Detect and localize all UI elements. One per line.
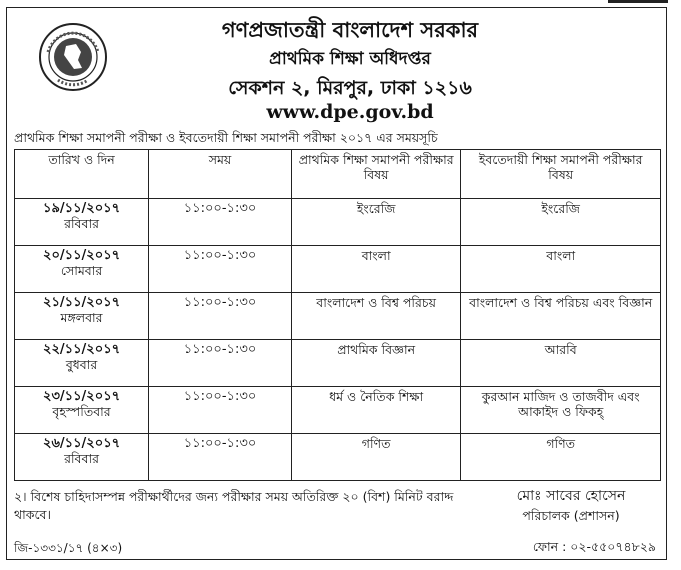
date-cell [15, 387, 149, 434]
primary-subject: বাংলাদেশ ও বিশ্ব পরিচয় [291, 293, 461, 340]
exam-day: বুধবার [65, 357, 98, 372]
table-row [15, 340, 661, 387]
exam-day: রবিবার [64, 216, 99, 231]
table-row [15, 199, 661, 246]
date-cell [15, 434, 149, 481]
exam-day: মঙ্গলবার [60, 310, 103, 325]
signature-block [486, 486, 656, 526]
table-row [15, 293, 661, 340]
special-needs-note: ২। বিশেষ চাহিদাসম্পন্ন পরীক্ষার্থীদের জন্য পরীক্ষার সময় অতিরিক্ত ২০ (বিশ) মিনিট বরাদ্দ থাকবে। [14, 489, 454, 522]
ebtedayee-subject: গণিত [461, 434, 661, 481]
exam-time: ১১:০০-১:৩০ [149, 199, 292, 246]
signatory-designation: পরিচালক (প্রশাসন) [522, 508, 620, 523]
exam-date: ২০/১১/২০১৭ [43, 248, 121, 263]
exam-time: ১১:০০-১:৩০ [149, 340, 292, 387]
website-link[interactable]: www.dpe.gov.bd [266, 101, 434, 123]
exam-day: রবিবার [64, 451, 99, 466]
government-seal-icon [38, 22, 108, 92]
ebtedayee-subject: বাংলাদেশ ও বিশ্ব পরিচয় এবং বিজ্ঞান [461, 293, 661, 340]
primary-subject: প্রাথমিক বিজ্ঞান [291, 340, 461, 387]
ebtedayee-subject: বাংলা [461, 246, 661, 293]
ebtedayee-subject: ইংরেজি [461, 199, 661, 246]
exam-day: সোমবার [60, 263, 103, 278]
government-title: গণপ্রজাতন্ত্রী বাংলাদেশ সরকার [221, 18, 479, 42]
exam-date: ২২/১১/২০১৭ [43, 342, 121, 357]
exam-day: বৃহস্পতিবার [52, 404, 111, 419]
directorate-title: প্রাথমিক শিক্ষা অধিদপ্তর [269, 49, 431, 69]
exam-date: ১৯/১১/২০১৭ [43, 201, 121, 216]
exam-date: ২৩/১১/২০১৭ [43, 389, 121, 404]
table-row [15, 387, 661, 434]
header-ebtedayee-subject: ইবতেদায়ী শিক্ষা সমাপনী পরীক্ষার বিষয় [461, 150, 661, 199]
phone-number: ফোন : ০২-৫৫০৭৪৮২৯ [532, 539, 656, 554]
ebtedayee-subject: কুরআন মাজিদ ও তাজবীদ এবং আকাইদ ও ফিকহ্ [461, 387, 661, 434]
date-cell [15, 340, 149, 387]
exam-time: ১১:০০-১:৩০ [149, 387, 292, 434]
ebtedayee-subject: আরবি [461, 340, 661, 387]
signatory-name: মোঃ সাবের হোসেন [516, 488, 626, 504]
date-cell [15, 199, 149, 246]
date-cell [15, 293, 149, 340]
reference-number: জি-১৩৩১/১৭ (৪×৩) [14, 541, 123, 555]
primary-subject: ইংরেজি [291, 199, 461, 246]
exam-time: ১১:০০-১:৩০ [149, 434, 292, 481]
schedule-title: প্রাথমিক শিক্ষা সমাপনী পরীক্ষা ও ইবতেদায়ী শিক্ষা সমাপনী পরীক্ষা ২০১৭ এর সময়সূচি [14, 130, 438, 145]
exam-time: ১১:০০-১:৩০ [149, 293, 292, 340]
header-time: সময় [149, 150, 292, 199]
top-edge-bar [608, 0, 668, 3]
header-date-day: তারিখ ও দিন [15, 150, 149, 199]
table-row [15, 434, 661, 481]
date-cell [15, 246, 149, 293]
office-address: সেকশন ২, মিরপুর, ঢাকা ১২১৬ [228, 77, 472, 99]
primary-subject: ধর্ম ও নৈতিক শিক্ষা [291, 387, 461, 434]
table-row [15, 246, 661, 293]
exam-schedule-table [14, 149, 661, 481]
exam-time: ১১:০০-১:৩০ [149, 246, 292, 293]
table-header-row [15, 150, 661, 199]
exam-date: ২১/১১/২০১৭ [43, 295, 121, 310]
exam-date: ২৬/১১/২০১৭ [43, 436, 121, 451]
primary-subject: গণিত [291, 434, 461, 481]
primary-subject: বাংলা [291, 246, 461, 293]
header-primary-subject: প্রাথমিক শিক্ষা সমাপনী পরীক্ষার বিষয় [291, 150, 461, 199]
